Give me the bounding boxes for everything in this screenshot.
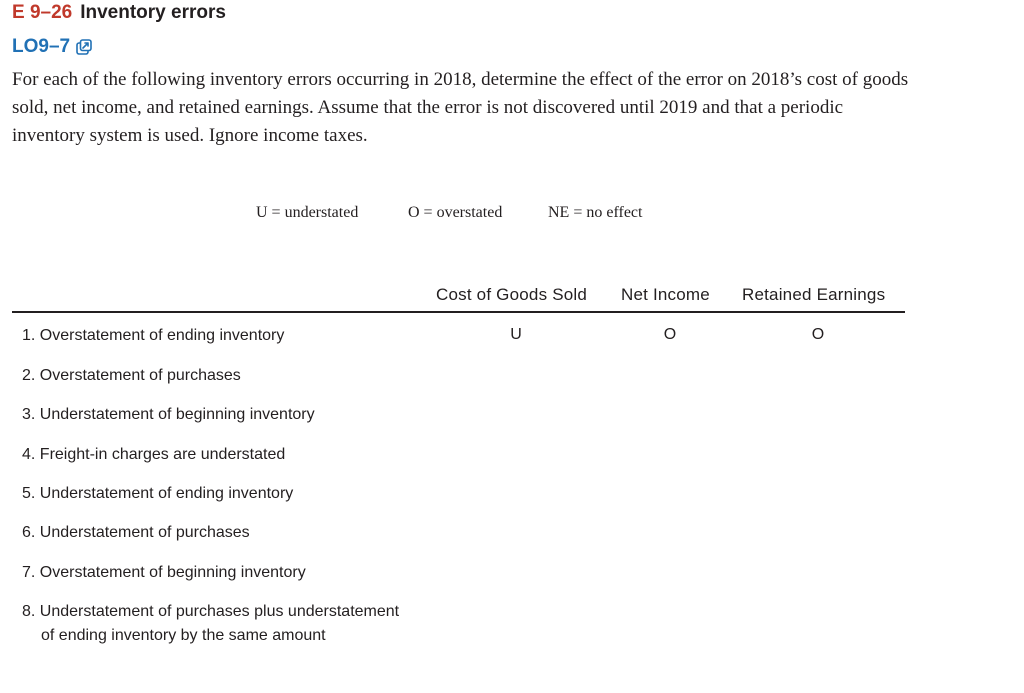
legend-no-effect: NE = no effect [548,204,643,221]
external-link-icon[interactable] [76,39,92,55]
legend-understated: U = understated [256,204,359,221]
table-row-label: 3. Understatement of beginning inventory [22,406,315,423]
legend-overstated: O = overstated [408,204,503,221]
table-row-label-line-2: of ending inventory by the same amount [41,627,326,644]
table-row-label-line-1: 8. Understatement of purchases plus understatement [22,603,400,620]
exercise-heading [12,2,226,24]
table-row-label: 5. Understatement of ending inventory [22,485,294,502]
table-row-label: 1. Overstatement of ending inventory [22,327,285,344]
column-header-net-income: Net Income [621,285,710,304]
table-row-label: 7. Overstatement of beginning inventory [22,564,306,581]
column-header-retained-earnings: Retained Earnings [742,285,886,304]
table-row-label: 4. Freight-in charges are understated [22,446,286,463]
table-row-label: 6. Understatement of purchases [22,524,250,541]
learning-objective [12,36,92,58]
column-header-cogs: Cost of Goods Sold [436,285,588,304]
table-row-label-multiline [22,600,399,648]
cell-cogs-row-1: U [510,326,522,343]
cell-retained-earnings-row-1: O [811,326,825,343]
problem-instructions: For each of the following inventory errors occurring in 2018, determine the effect of the error on 2018’s cost of goods sold, net income, and retained earnings. Assume that the error is not discovered until 2019 and that a periodic inventory system is used. Ignore income taxes. [12,69,909,146]
learning-objective-link[interactable]: LO9–7 [12,36,71,57]
cell-net-income-row-1: O [663,326,677,343]
table-row-label: 2. Overstatement of purchases [22,367,241,384]
exercise-title: Inventory errors [80,2,226,23]
table-header-rule [12,311,905,313]
exercise-number: E 9–26 [12,2,73,23]
